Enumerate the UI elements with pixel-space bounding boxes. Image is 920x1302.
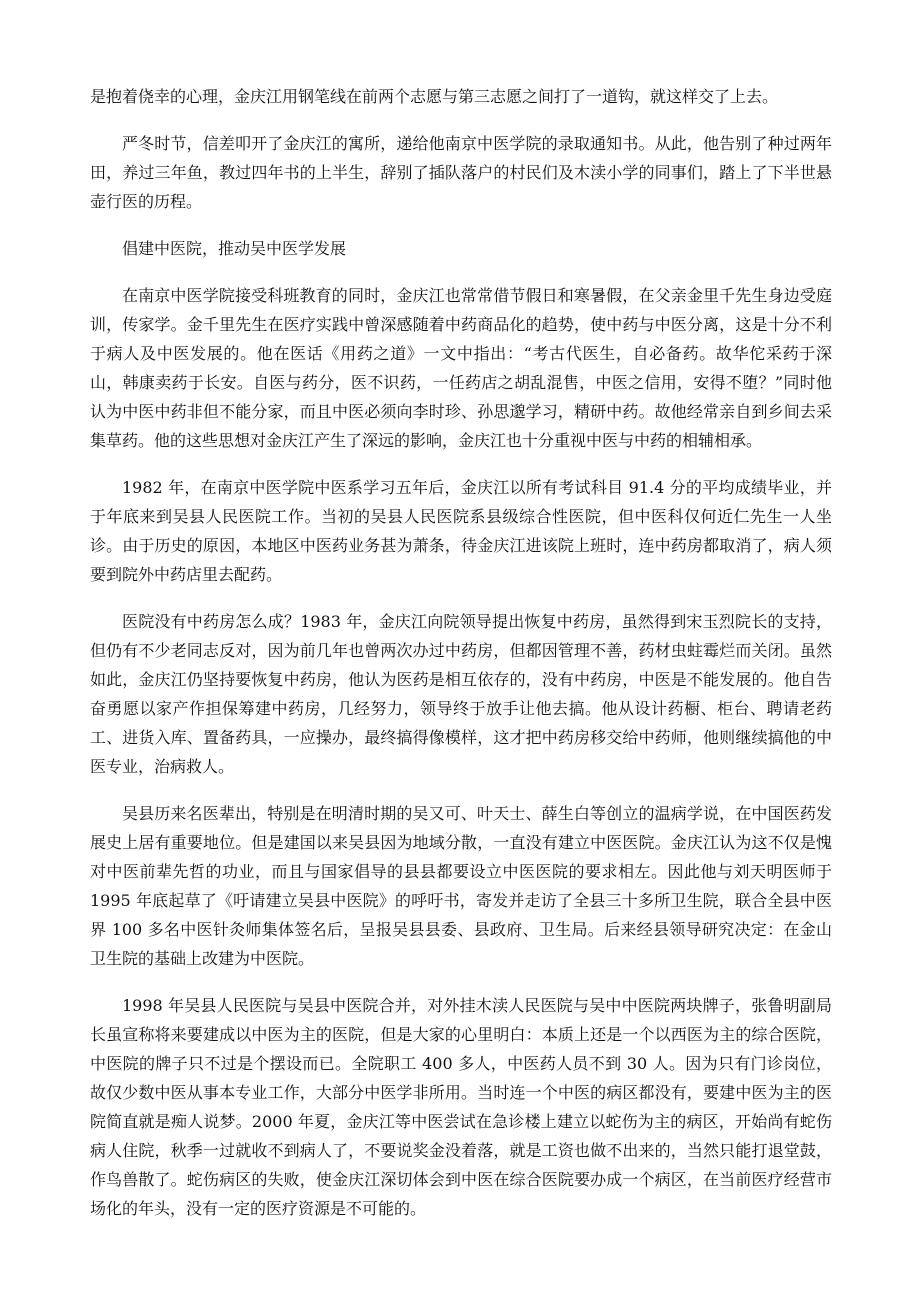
paragraph-father-teaching: 在南京中医学院接受科班教育的同时，金庆江也常常借节假日和寒暑假，在父亲金里千先生身边受庭训，传家学。金千里先生在医疗实践中曾深感随着中药商品化的趋势，使中药与中医分离，这是十分不利于病人及中医发展的。他在医话《用药之道》一文中指出：“考古代医生，自必备药。故华佗采药于深山，韩康卖药于长安。自医与药分，医不识药，一任药店之胡乱混售，中医之信用，安得不堕？”同时他认为中医中药非但不能分家，而且中医必须向李时珍、孙思邈学习，精研中药。故他经常亲自到乡间去采集草药。他的这些思想对金庆江产生了深远的影响，金庆江也十分重视中医与中药的相辅相承。 xyxy=(90,286,832,450)
paragraph-1982-graduation: 1982 年，在南京中医学院中医系学习五年后，金庆江以所有考试科目 91.4 分的平均成绩毕业，并于年底来到吴县人民医院工作。当初的吴县人民医院系县级综合性医院，但中医科仅何近仁先生一人坐诊。由于历史的原因，本地区中医药业务甚为萧条，待金庆江进该院上班时，连中药房都取消了，病人须要到院外中药店里去配药。 xyxy=(90,478,832,584)
document-page xyxy=(90,82,832,1241)
paragraph-continued: 是抱着侥幸的心理，金庆江用钢笔线在前两个志愿与第三志愿之间打了一道钩，就这样交了上去。 xyxy=(90,87,779,106)
paragraph-1998-merger: 1998 年吴县人民医院与吴县中医院合并，对外挂木渎人民医院与吴中中医院两块牌子，张鲁明副局长虽宣称将来要建成以中医为主的医院，但是大家的心里明白：本质上还是一个以西医为主的综合医院，中医院的牌子只不过是个摆设而已。全院职工 400 多人，中医药人员不到 30 人。因为只有门诊岗位，故仅少数中医从事本专业工作，大部分中医学非所用。当时连一个中医的病区都没有，要建中医为主的医院简直就是痴人说梦。2000 年夏，金庆江等中医尝试在急诊楼上建立以蛇伤为主的病区，开始尚有蛇伤病人住院，秋季一过就收不到病人了，不要说奖金没着落，就是工资也做不出来的，当然只能打退堂鼓，作鸟兽散了。蛇伤病区的失败，使金庆江深切体会到中医在综合医院要办成一个病区，在当前医疗经营市场化的年头，没有一定的医疗资源是不可能的。 xyxy=(90,996,832,1218)
paragraph-admission-letter: 严冬时节，信差叩开了金庆江的寓所，递给他南京中医学院的录取通知书。从此，他告别了种过两年田，养过三年鱼，教过四年书的上半生，辞别了插队落户的村民们及木渎小学的同事们，踏上了下半世悬壶行医的历程。 xyxy=(90,134,832,211)
section-heading: 倡建中医院，推动吴中医学发展 xyxy=(122,239,347,258)
paragraph-1995-petition: 吴县历来名医辈出，特别是在明清时期的吴又可、叶天士、薛生白等创立的温病学说，在中国医药发展史上居有重要地位。但是建国以来吴县因为地域分散，一直没有建立中医医院。金庆江认为这不仅是愧对中医前辈先哲的功业，而且与国家倡导的县县都要设立中医医院的要求相左。因此他与刘天明医师于 1995 年底起草了《吁请建立吴县中医院》的呼吁书，寄发并走访了全县三十多所卫生院，联合全县中医界 100 多名中医针灸师集体签名后，呈报吴县县委、县政府、卫生局。后来经县领导研究决定：在金山卫生院的基础上改建为中医院。 xyxy=(90,804,832,968)
paragraph-1983-pharmacy: 医院没有中药房怎么成？1983 年，金庆江向院领导提出恢复中药房，虽然得到宋玉烈院长的支持，但仍有不少老同志反对，因为前几年也曾两次办过中药房，但都因管理不善，药材虫蛀霉烂而关闭。虽然如此，金庆江仍坚持要恢复中药房，他认为医药是相互依存的，没有中药房，中医是不能发展的。他自告奋勇愿以家产作担保筹建中药房，几经努力，领导终于放手让他去搞。他从设计药橱、柜台、聘请老药工、进货入库、置备药具，一应操办，最终搞得像模样，这才把中药房移交给中药师，他则继续搞他的中医专业，治病救人。 xyxy=(90,612,832,776)
